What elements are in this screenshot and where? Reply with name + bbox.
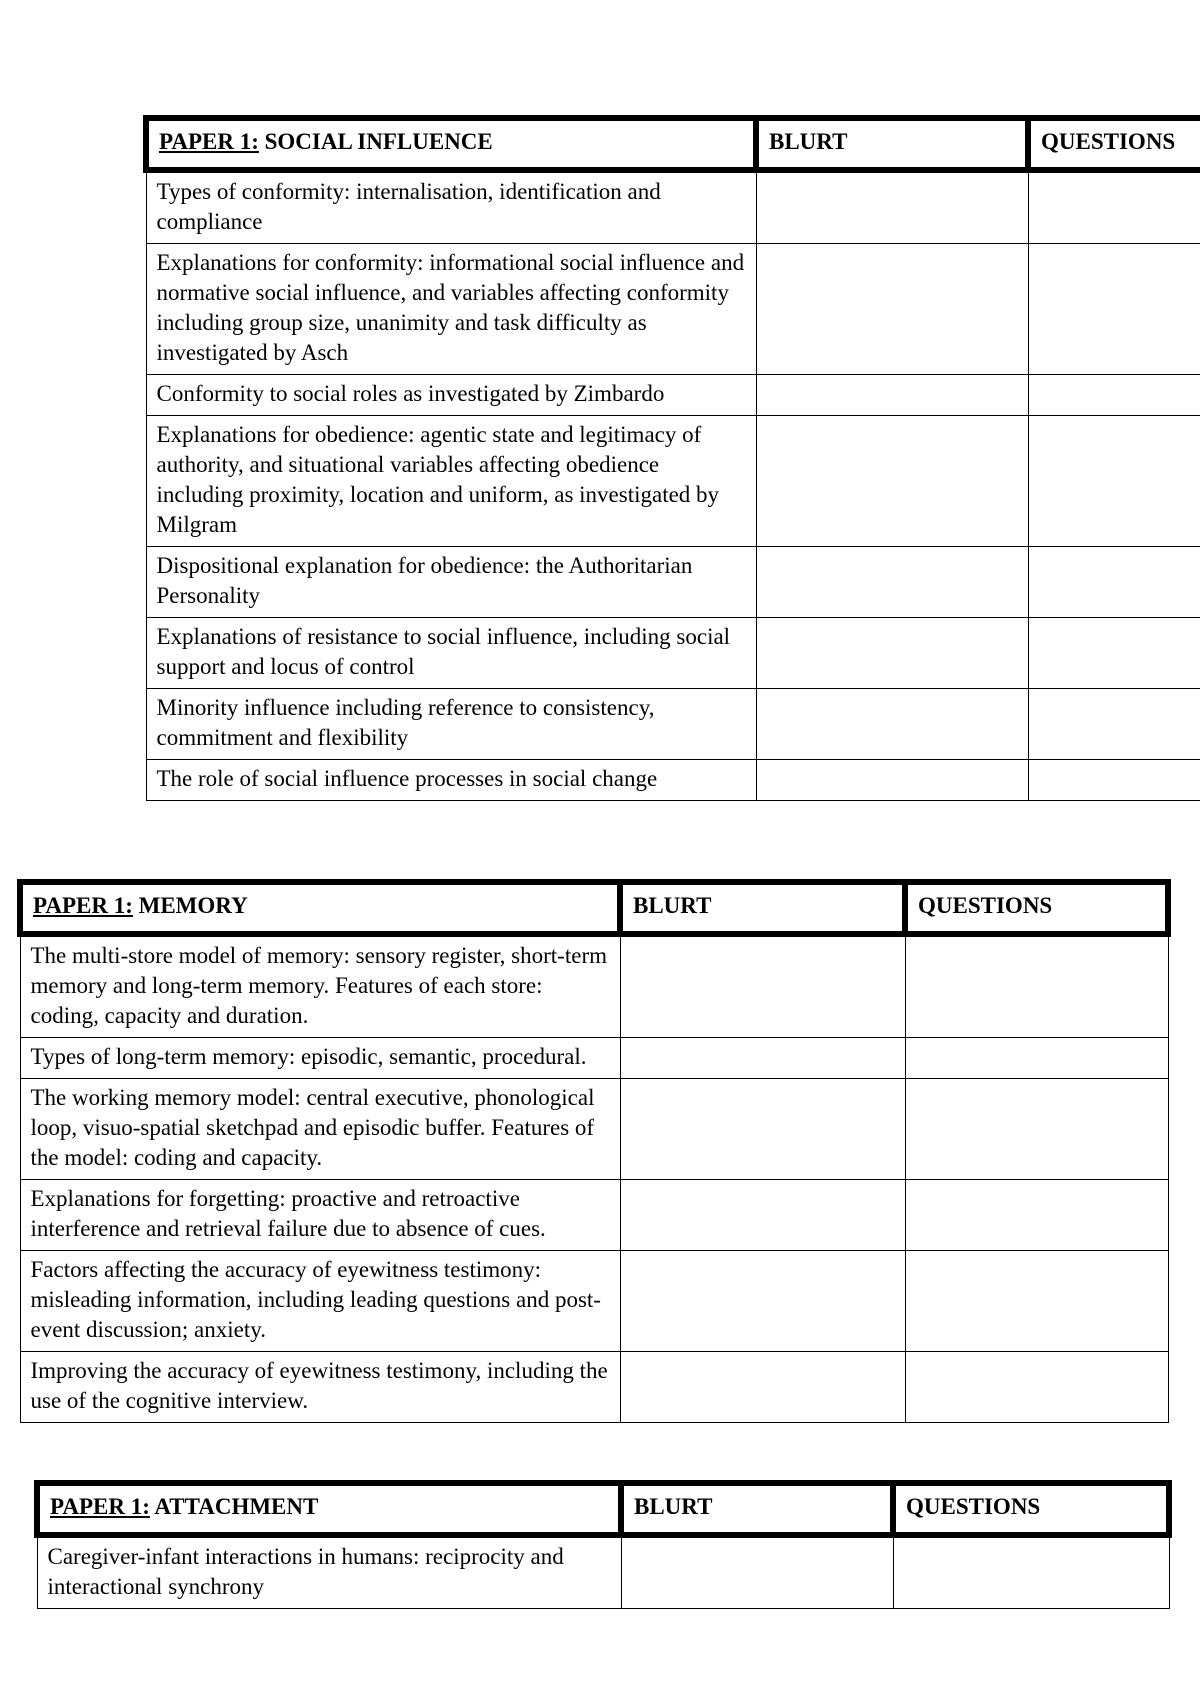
table-row <box>20 1180 1168 1251</box>
table-header-row <box>146 118 1200 170</box>
topic-title: ATTACHMENT <box>154 1494 319 1519</box>
blurt-cell <box>620 1180 905 1251</box>
paper-label: PAPER 1: <box>159 129 259 154</box>
questions-cell <box>1028 760 1200 801</box>
blurt-cell <box>756 375 1028 416</box>
spec-point: Types of conformity: internalisation, identification and compliance <box>146 170 756 244</box>
table-row <box>37 1535 1169 1609</box>
table-header-row <box>37 1483 1169 1535</box>
table-row <box>146 375 1200 416</box>
questions-cell <box>905 1079 1168 1180</box>
questions-cell <box>1028 375 1200 416</box>
questions-header: QUESTIONS <box>893 1483 1169 1535</box>
table-row <box>146 618 1200 689</box>
blurt-cell <box>756 689 1028 760</box>
spec-point: Conformity to social roles as investigated by Zimbardo <box>146 375 756 416</box>
questions-cell <box>1028 689 1200 760</box>
table-row <box>20 1038 1168 1079</box>
blurt-cell <box>756 547 1028 618</box>
questions-cell <box>1028 618 1200 689</box>
table-header-row <box>20 882 1168 934</box>
blurt-cell <box>756 170 1028 244</box>
table-row <box>20 1352 1168 1423</box>
blurt-cell <box>756 416 1028 547</box>
spec-point: The working memory model: central executive, phonological loop, visuo-spatial sketchpad and episodic buffer. Features of the model: coding and capacity. <box>20 1079 620 1180</box>
questions-cell <box>1028 170 1200 244</box>
attachment-table <box>34 1480 1172 1609</box>
questions-cell <box>1028 547 1200 618</box>
topic-header <box>37 1483 621 1535</box>
blurt-header: BLURT <box>621 1483 893 1535</box>
blurt-cell <box>620 1038 905 1079</box>
topic-header <box>20 882 620 934</box>
social-influence-table <box>143 115 1200 801</box>
topic-title: MEMORY <box>138 893 248 918</box>
spec-point: Caregiver-infant interactions in humans: reciprocity and interactional synchrony <box>37 1535 621 1609</box>
blurt-header: BLURT <box>620 882 905 934</box>
table-row <box>146 244 1200 375</box>
questions-header: QUESTIONS <box>1028 118 1200 170</box>
questions-cell <box>905 934 1168 1038</box>
spec-point: Dispositional explanation for obedience: the Authoritarian Personality <box>146 547 756 618</box>
questions-cell <box>905 1251 1168 1352</box>
blurt-cell <box>620 1352 905 1423</box>
table-row <box>146 170 1200 244</box>
blurt-cell <box>620 934 905 1038</box>
table-row <box>146 416 1200 547</box>
table-row <box>146 689 1200 760</box>
blurt-cell <box>620 1251 905 1352</box>
paper-label: PAPER 1: <box>33 893 133 918</box>
memory-table <box>17 879 1171 1423</box>
questions-header: QUESTIONS <box>905 882 1168 934</box>
blurt-header: BLURT <box>756 118 1028 170</box>
spec-point: Explanations for conformity: informational social influence and normative social influence, and variables affecting conformity including group size, unanimity and task difficulty as investigated by Asch <box>146 244 756 375</box>
topic-header <box>146 118 756 170</box>
questions-cell <box>1028 416 1200 547</box>
spec-point: Explanations for obedience: agentic state and legitimacy of authority, and situational variables affecting obedience including proximity, location and uniform, as investigated by Milgram <box>146 416 756 547</box>
table-row <box>20 1079 1168 1180</box>
table-row <box>146 547 1200 618</box>
blurt-cell <box>756 244 1028 375</box>
spec-point: Improving the accuracy of eyewitness testimony, including the use of the cognitive interview. <box>20 1352 620 1423</box>
spec-point: The multi-store model of memory: sensory register, short-term memory and long-term memory. Features of each store: coding, capacity and duration. <box>20 934 620 1038</box>
blurt-cell <box>620 1079 905 1180</box>
questions-cell <box>893 1535 1169 1609</box>
spec-point: Explanations of resistance to social influence, including social support and locus of control <box>146 618 756 689</box>
questions-cell <box>905 1352 1168 1423</box>
spec-point: Minority influence including reference to consistency, commitment and flexibility <box>146 689 756 760</box>
table-row <box>20 1251 1168 1352</box>
spec-point: Factors affecting the accuracy of eyewitness testimony: misleading information, including leading questions and post-event discussion; anxiety. <box>20 1251 620 1352</box>
topic-title: SOCIAL INFLUENCE <box>264 129 493 154</box>
questions-cell <box>905 1180 1168 1251</box>
blurt-cell <box>756 760 1028 801</box>
spec-point: Types of long-term memory: episodic, semantic, procedural. <box>20 1038 620 1079</box>
blurt-cell <box>756 618 1028 689</box>
table-row <box>146 760 1200 801</box>
paper-label: PAPER 1: <box>50 1494 150 1519</box>
spec-point: Explanations for forgetting: proactive and retroactive interference and retrieval failure due to absence of cues. <box>20 1180 620 1251</box>
blurt-cell <box>621 1535 893 1609</box>
spec-point: The role of social influence processes in social change <box>146 760 756 801</box>
table-row <box>20 934 1168 1038</box>
questions-cell <box>905 1038 1168 1079</box>
questions-cell <box>1028 244 1200 375</box>
